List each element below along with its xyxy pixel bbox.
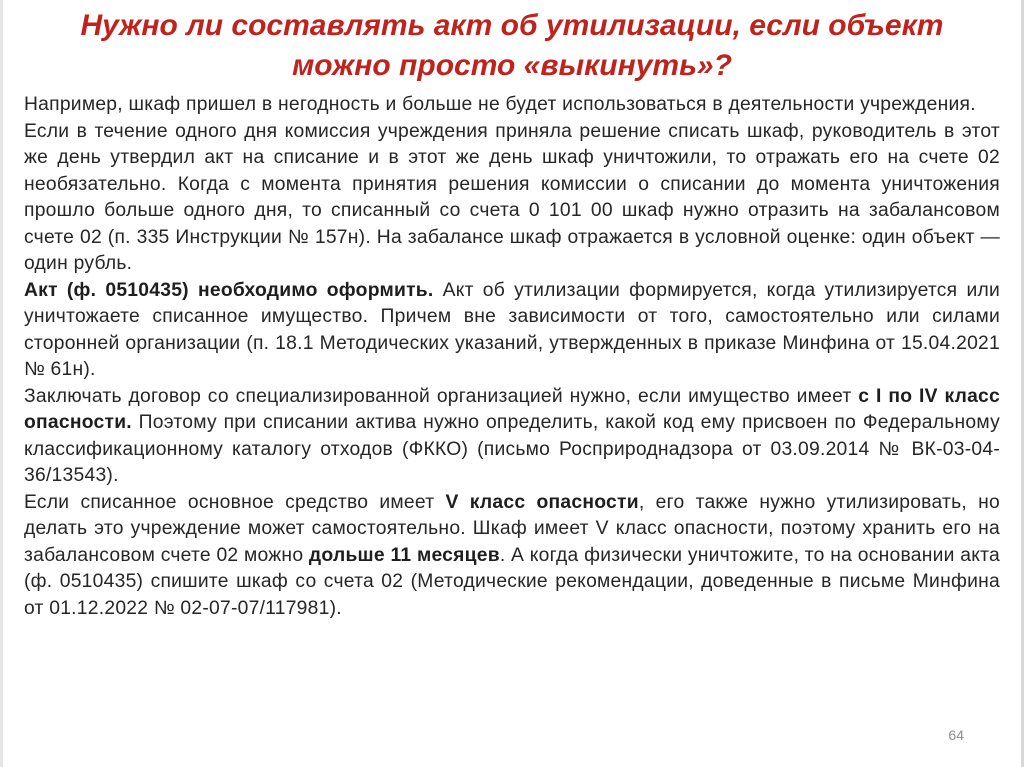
page-number: 64	[948, 727, 964, 743]
eleven-months-bold: дольше 11 месяцев	[308, 544, 500, 566]
paragraph-contract	[24, 384, 1000, 490]
paragraph-act-required	[24, 278, 1000, 384]
class-five-text-start: Если списанное основное средство имеет	[24, 491, 446, 513]
class-five-text-mid: , его также нужно утилизировать, но делать это учреждение может самостоятельно. Шкаф имеет V класс опасности, поэтому хранить его на забалансовом счете 02 можно	[24, 491, 1001, 566]
act-required-bold: Акт (ф. 0510435) необходимо оформить.	[24, 279, 434, 301]
paragraph-example: Например, шкаф пришел в негодность и больше не будет использоваться в деятельности учреждения.	[24, 94, 976, 115]
slide-title: Нужно ли составлять акт об утилизации, если объект можно просто «выкинуть»?	[80, 9, 944, 82]
paragraph-offbalance-rule: Если в течение одного дня комиссия учреждения приняла решение списать шкаф, руководитель в этот же день утвердил акт на списание и в этот же день шкаф уничтожили, то отражать его на счете 02 необязательно. Когда с момента принятия решения комиссии о списании до момента уничтожения прошло больше одного дня, то списанный со счета 0 101 00 шкаф нужно отразить на забалансовом счете 02 (п. 335 Инструкции № 157н). На забалансе шкаф отражается в условной оценке: один объект — один рубль.	[24, 120, 1000, 274]
contract-text-start: Заключать договор со специализированной организацией нужно, если имущество имеет	[24, 385, 859, 407]
class-five-bold: V класс опасности	[445, 491, 639, 513]
slide-body	[24, 92, 1000, 622]
act-required-text: Акт об утилизации формируется, когда утилизируется или уничтожаете списанное имущество. Причем вне зависимости от того, самостоятельно или силами сторонней организации (п. 18.1 Методических указаний, утвержденных в приказе Минфина от 15.04.2021 № 61н).	[24, 279, 1001, 380]
paragraph-class-five	[24, 490, 1000, 623]
hazard-class-bold: с I по IV класс опасности.	[24, 385, 1000, 433]
class-five-text-rest: . А когда физически уничтожите, то на основании акта (ф. 0510435) спишите шкаф со счета 02 (Методические рекомендации, доведенные в письме Минфина от 01.12.2022 № 02-07-07/117981).	[24, 544, 1000, 619]
contract-text-rest: Поэтому при списании актива нужно определить, какой код ему присвоен по Федеральному классификационному каталогу отходов (ФККО) (письмо Росприроднадзора от 03.09.2014 № ВК-03-04-36/13543).	[24, 412, 1000, 486]
slide-left-border	[0, 0, 3, 767]
